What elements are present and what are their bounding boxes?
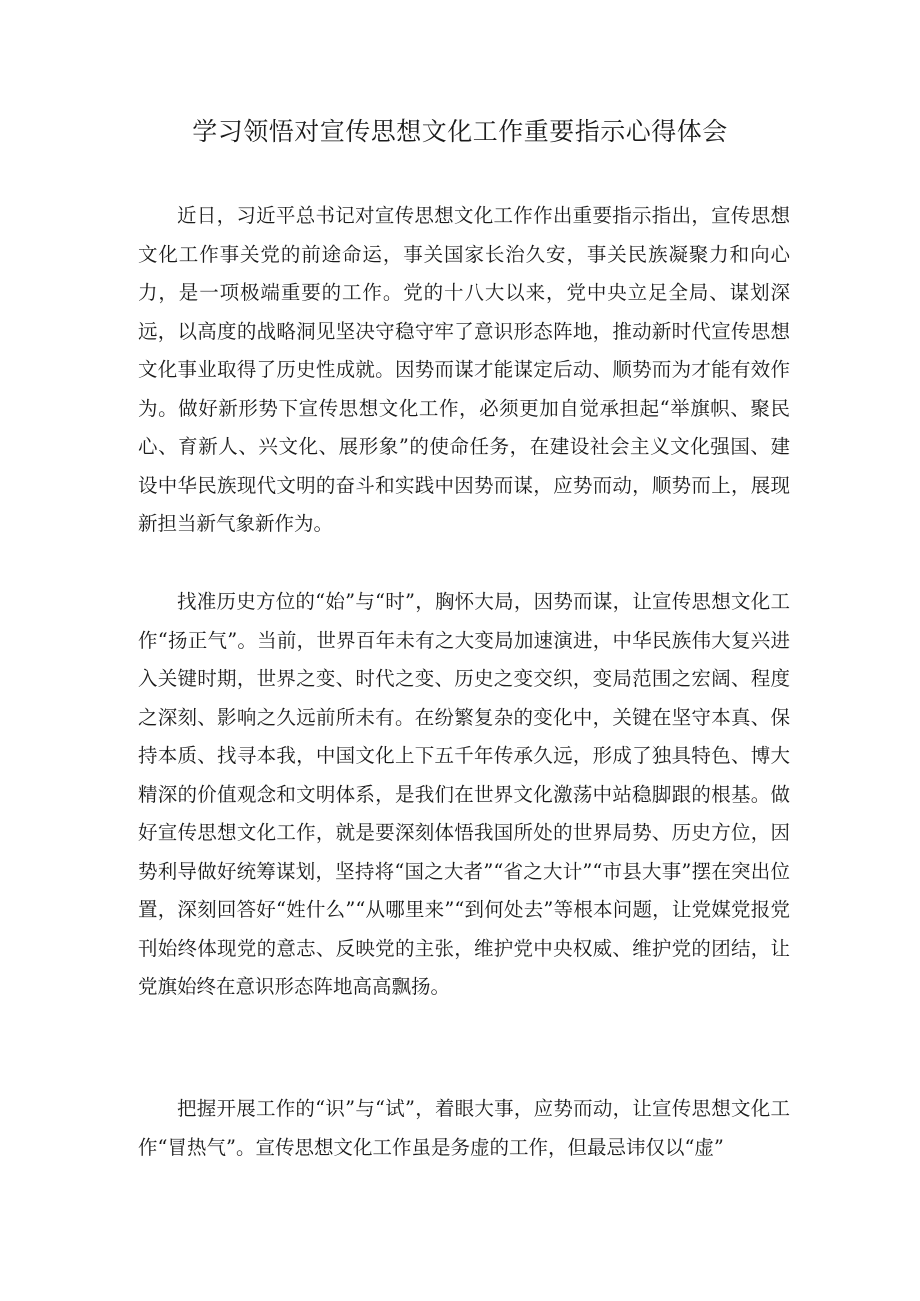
paragraph-1: 近日，习近平总书记对宣传思想文化工作作出重要指示指出，宣传思想文化工作事关党的前途命运，事关国家长治久安，事关民族凝聚力和向心力，是一项极端重要的工作。党的十八大以来，党中央立足全局、谋划深远，以高度的战略洞见坚决守稳守牢了意识形态阵地，推动新时代宣传思想文化事业取得了历史性成就。因势而谋才能谋定后动、顺势而为才能有效作为。做好新形势下宣传思想文化工作，必须更加自觉承担起“举旗帜、聚民心、育新人、兴文化、展形象”的使命任务，在建设社会主义文化强国、建设中华民族现代文明的奋斗和实践中因势而谋，应势而动，顺势而上，展现新担当新气象新作为。 <box>138 204 790 535</box>
paragraph-3: 把握开展工作的“识”与“试”，着眼大事，应势而动，让宣传思想文化工作“冒热气”。宣传思想文化工作虽是务虚的工作，但最忌讳仅以“虚” <box>138 1097 790 1159</box>
paragraph-2: 找准历史方位的“始”与“时”，胸怀大局，因势而谋，让宣传思想文化工作“扬正气”。当前，世界百年未有之大变局加速演进，中华民族伟大复兴进入关键时期，世界之变、时代之变、历史之变交织，变局范围之宏阔、程度之深刻、影响之久远前所未有。在纷繁复杂的变化中，关键在坚守本真、保持本质、找寻本我，中国文化上下五千年传承久远，形成了独具特色、博大精深的价值观念和文明体系，是我们在世界文化激荡中站稳脚跟的根基。做好宣传思想文化工作，就是要深刻体悟我国所处的世界局势、历史方位，因势利导做好统筹谋划，坚持将“国之大者”“省之大计”“市县大事”摆在突出位置，深刻回答好“姓什么”“从哪里来”“到何处去”等根本问题，让党媒党报党刊始终体现党的意志、反映党的主张，维护党中央权威、维护党的团结，让党旗始终在意识形态阵地高高飘扬。 <box>138 590 790 998</box>
document-title: 学习领悟对宣传思想文化工作重要指示心得体会 <box>192 117 728 146</box>
